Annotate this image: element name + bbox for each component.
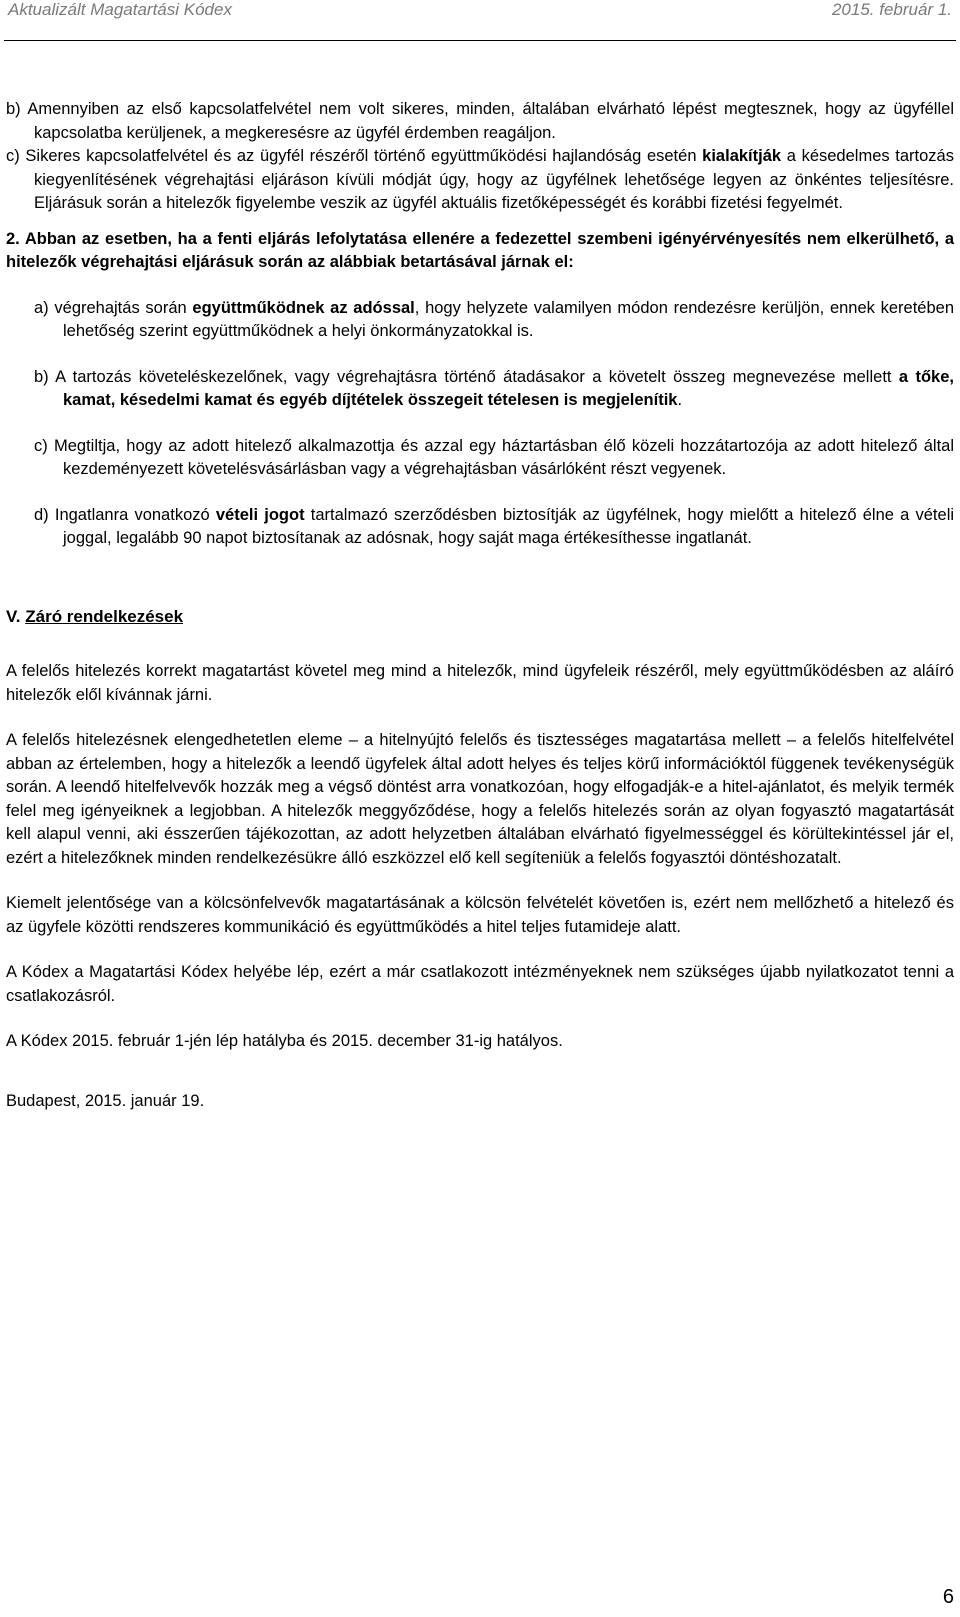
item-2d-text-b: tartalmazó szerződésben biztosítják az ügyfélnek, hogy mielőtt a hitelező élne a vételi joggal, legalább 90 napot biztosítanak az adósnak, hogy saját maga értékesíthesse ingatlanát. [63,505,955,547]
item-2b [34,366,954,413]
item-2a-bold: együttműködnek az adóssal [192,298,415,317]
section-5-number: V. [6,606,26,626]
item-2d [34,504,954,551]
item-2b-bold: a tőke, kamat, késedelmi kamat és egyéb díjtételek összegeit tételesen is megjelenítik [63,367,954,409]
item-2c: c) Megtiltja, hogy az adott hitelező alkalmazottja és azzal egy háztartásban élő közeli hozzátartozója az adott hitelező által kezdeményezett követelésvásárlásban vagy a végrehajtásban vásárlóként részt vegyenek. [34,436,954,478]
item-2a [34,297,954,344]
item-1c [6,145,954,216]
item-1c-bold: kialakítják [702,147,782,165]
page-header [4,0,956,41]
closing-paragraph-1: A felelős hitelezés korrekt magatartást követel meg mind a hitelezők, mind ügyfeleik részéről, mely együttműködésben az aláíró hitelezők elől kívánnak járni. [6,662,954,704]
closing-paragraph-4: A Kódex a Magatartási Kódex helyébe lép, ezért a már csatlakozott intézményeknek nem szükséges újabb nyilatkozatot tenni a csatlakozásról. [6,963,954,1005]
page-number: 6 [942,1586,954,1608]
header-date: 2015. február 1. [831,0,952,19]
closing-paragraph-3: Kiemelt jelentősége van a kölcsönfelvevők magatartásának a kölcsön felvételét követően is, ezért nem mellőzhető a hitelező és az ügyfele közötti rendszeres kommunikáció és együttműködés a hitel teljes futamideje alatt. [6,894,954,936]
item-2b-text-b: . [677,391,683,409]
section-5-heading [6,605,954,629]
item-1c-text-a: c) Sikeres kapcsolatfelvétel és az ügyfél részéről történő együttműködési hajlandóság esetén [6,147,703,165]
place-and-date: Budapest, 2015. január 19. [6,1091,205,1110]
item-2d-bold: vételi jogot [215,505,305,524]
header-title: Aktualizált Magatartási Kódex [8,0,232,19]
closing-paragraph-2: A felelős hitelezésnek elengedhetetlen eleme – a hitelnyújtó felelős és tisztességes magatartása mellett – a felelős hitelfelvétel abban az értelemben, hogy a hitelezők a leendő ügyfelek által adott helyes és teljes körű információktól függenek tevékenységük során. A leendő hitelfelvevők hozzák meg a végső döntést arra vonatkozóan, hogy elfogadják-e a hitel-ajánlatot, és melyik termék felel meg igényeiknek a legjobban. A hitelezők meggyőződése, hogy a felelős hitelezés során az olyan fogyasztó magatartását kell alapul venni, aki ésszerűen tájékozottan, az adott helyzetben általában elvárható figyelmességgel és körültekintéssel jár el, ezért a hitelezőknek minden rendelkezésükre álló eszközzel elő kell segíteniük a felelős fogyasztói döntéshozatalt. [6,731,954,867]
item-2d-text-a: d) Ingatlanra vonatkozó [34,505,216,524]
item-2a-text-b: , hogy helyzete valamilyen módon rendezésre kerüljön, ennek keretében lehetőség szerint együttműködnek a helyi önkormányzatokkal is. [63,298,955,340]
closing-paragraph-5: A Kódex 2015. február 1-jén lép hatályba és 2015. december 31-ig hatályos. [6,1032,563,1050]
item-1b: b) Amennyiben az első kapcsolatfelvétel nem volt sikeres, minden, általában elvárható lépést megtesznek, hogy az ügyféllel kapcsolatba kerüljenek, a megkeresésre az ügyfél érdemben reagáljon. [6,100,954,142]
section-2-intro: 2. Abban az esetben, ha a fenti eljárás lefolytatása ellenére a fedezettel szembeni igényérvényesítés nem elkerülhető, a hitelezők végrehajtási eljárásuk során az alábbiak betartásával járnak el: [6,229,954,271]
section-2-list [6,297,954,551]
item-1c-text-b: a késedelmes tartozás kiegyenlítésének végrehajtási eljáráson kívüli módját úgy, hogy az ügyfélnek lehetősége legyen az önkéntes teljesítésre. Eljárásuk során a hitelezők figyelembe veszik az ügyfél aktuális fizetőképességét és korábbi fizetési fegyelmét. [34,147,954,212]
document-body [6,98,954,1130]
item-2a-text-a: a) végrehajtás során [34,298,193,317]
item-2b-text-a: b) A tartozás követeléskezelőnek, vagy végrehajtásra történő átadásakor a követelt összeg megnevezése mellett [34,367,899,386]
section-5-title: Záró rendelkezések [25,606,184,626]
